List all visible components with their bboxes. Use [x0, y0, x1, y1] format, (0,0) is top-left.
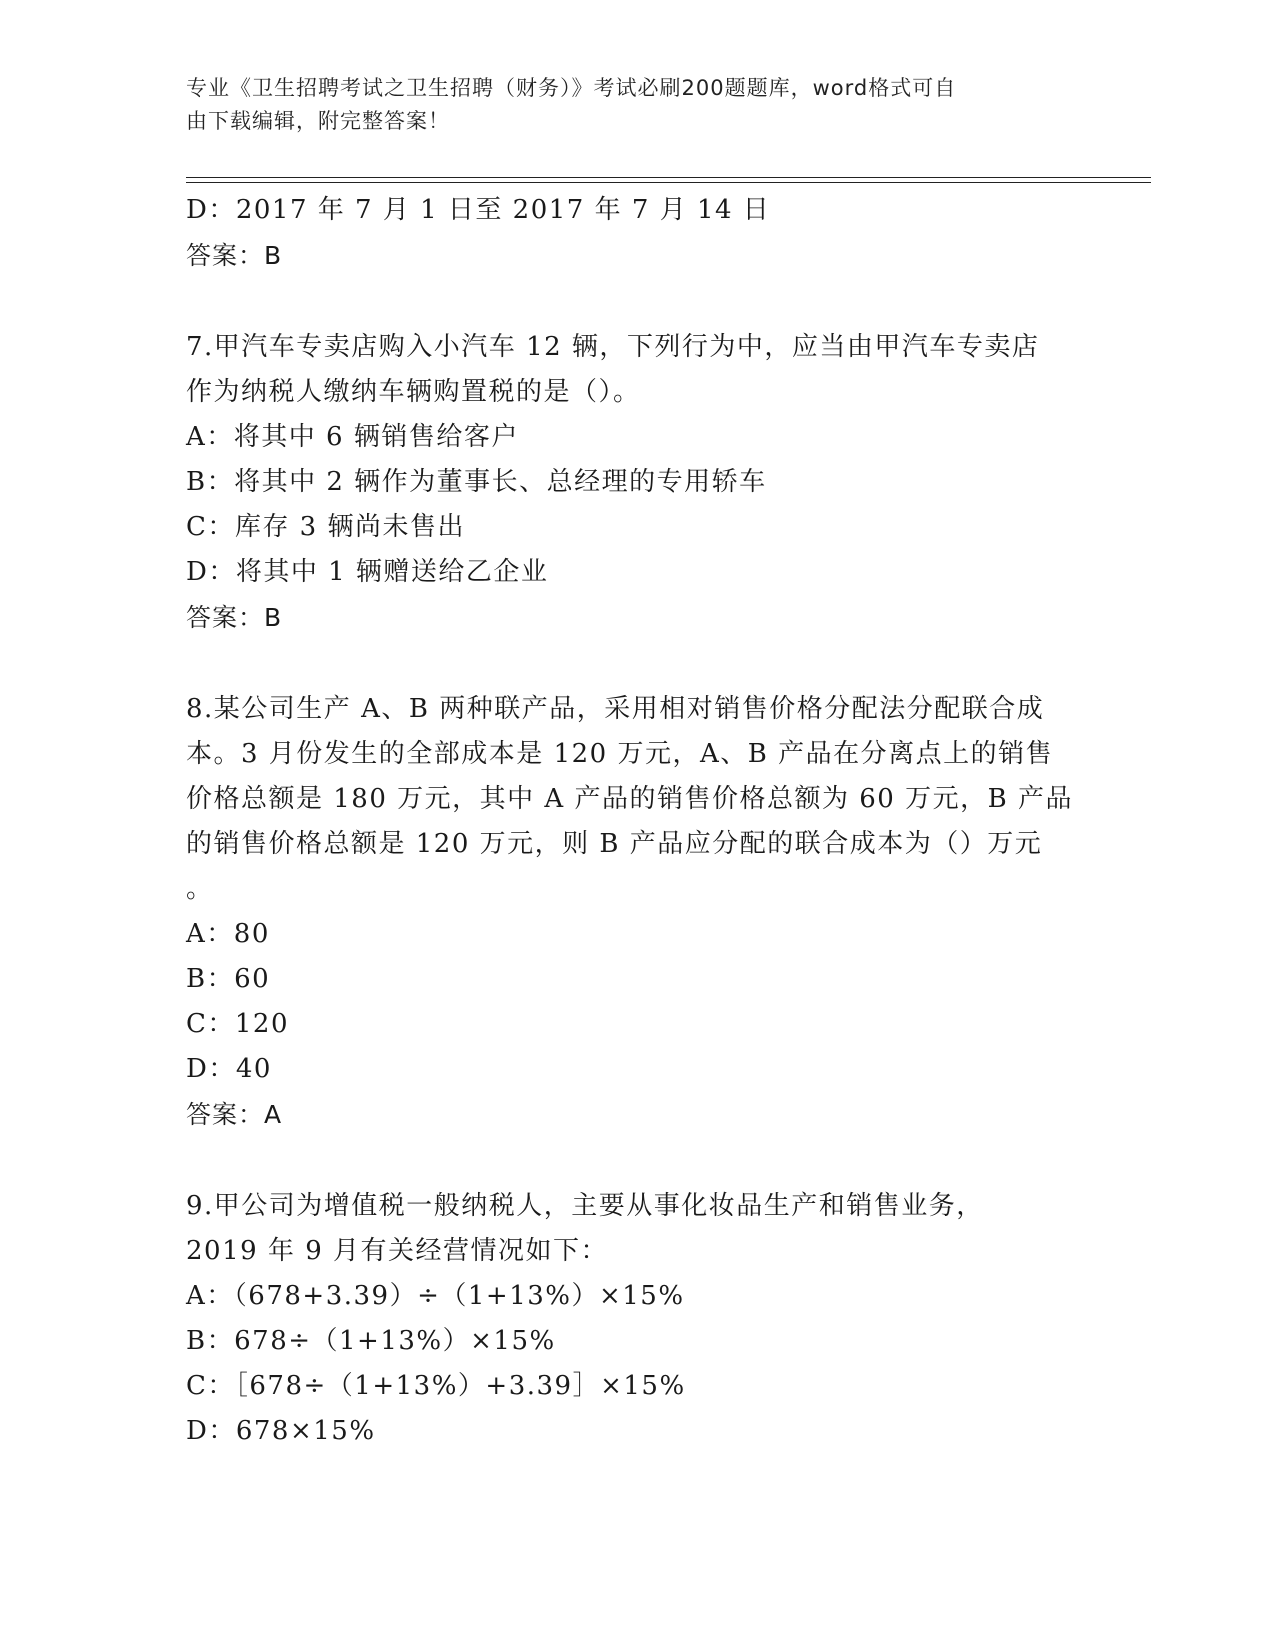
- q8-option-d: D：40: [186, 1054, 272, 1084]
- spacer: [186, 640, 1086, 687]
- q8-stem-line-4: 的销售价格总额是 120 万元，则 B 产品应分配的联合成本为（）万元: [186, 829, 1043, 859]
- q9-stem-line-1: 9.甲公司为增值税一般纳税人，主要从事化妆品生产和销售业务，: [186, 1191, 984, 1221]
- header-line-1: 专业《卫生招聘考试之卫生招聘（财务）》考试必刷200题题库，word格式可自: [186, 76, 957, 100]
- q6-answer: 答案：B: [186, 241, 283, 270]
- spacer: [186, 1137, 1086, 1184]
- header-line-2: 由下载编辑，附完整答案！: [186, 109, 450, 133]
- q8-option-a: A：80: [186, 919, 270, 949]
- q8-stem-line-1: 8.某公司生产 A、B 两种联产品，采用相对销售价格分配法分配联合成: [186, 694, 1045, 724]
- q8-stem-line-2: 本。3 月份发生的全部成本是 120 万元，A、B 产品在分离点上的销售: [186, 739, 1054, 769]
- q8-stem-line-3: 价格总额是 180 万元，其中 A 产品的销售价格总额为 60 万元，B 产品: [186, 784, 1073, 814]
- q7-answer: 答案：B: [186, 603, 283, 632]
- q9-stem-line-2: 2019 年 9 月有关经营情况如下：: [186, 1236, 609, 1266]
- q8-answer: 答案：A: [186, 1100, 283, 1129]
- q8-stem-line-5: 。: [186, 874, 214, 904]
- question-content: [186, 188, 1086, 1454]
- q7-option-b: B：将其中 2 辆作为董事长、总经理的专用轿车: [186, 467, 767, 497]
- q7-stem-line-1: 7.甲汽车专卖店购入小汽车 12 辆，下列行为中，应当由甲汽车专卖店: [186, 332, 1040, 362]
- q7-option-c: C：库存 3 辆尚未售出: [186, 512, 465, 542]
- q7-option-d: D：将其中 1 辆赠送给乙企业: [186, 557, 549, 587]
- document-header: [186, 72, 1066, 138]
- q7-option-a: A：将其中 6 辆销售给客户: [186, 422, 519, 452]
- q6-option-d: D：2017 年 7 月 1 日至 2017 年 7 月 14 日: [186, 195, 771, 225]
- q9-option-b: B：678÷（1+13%）×15%: [186, 1326, 556, 1356]
- q9-option-c: C：［678÷（1+13%）+3.39］×15%: [186, 1371, 686, 1401]
- q8-option-b: B：60: [186, 964, 271, 994]
- q8-option-c: C：120: [186, 1009, 290, 1039]
- q7-stem-line-2: 作为纳税人缴纳车辆购置税的是（）。: [186, 377, 641, 407]
- header-rule-bottom: [186, 182, 1151, 183]
- header-rule-top: [186, 177, 1151, 178]
- q9-option-a: A：（678+3.39）÷（1+13%）×15%: [186, 1281, 685, 1311]
- spacer: [186, 278, 1086, 325]
- q9-option-d: D：678×15%: [186, 1416, 376, 1446]
